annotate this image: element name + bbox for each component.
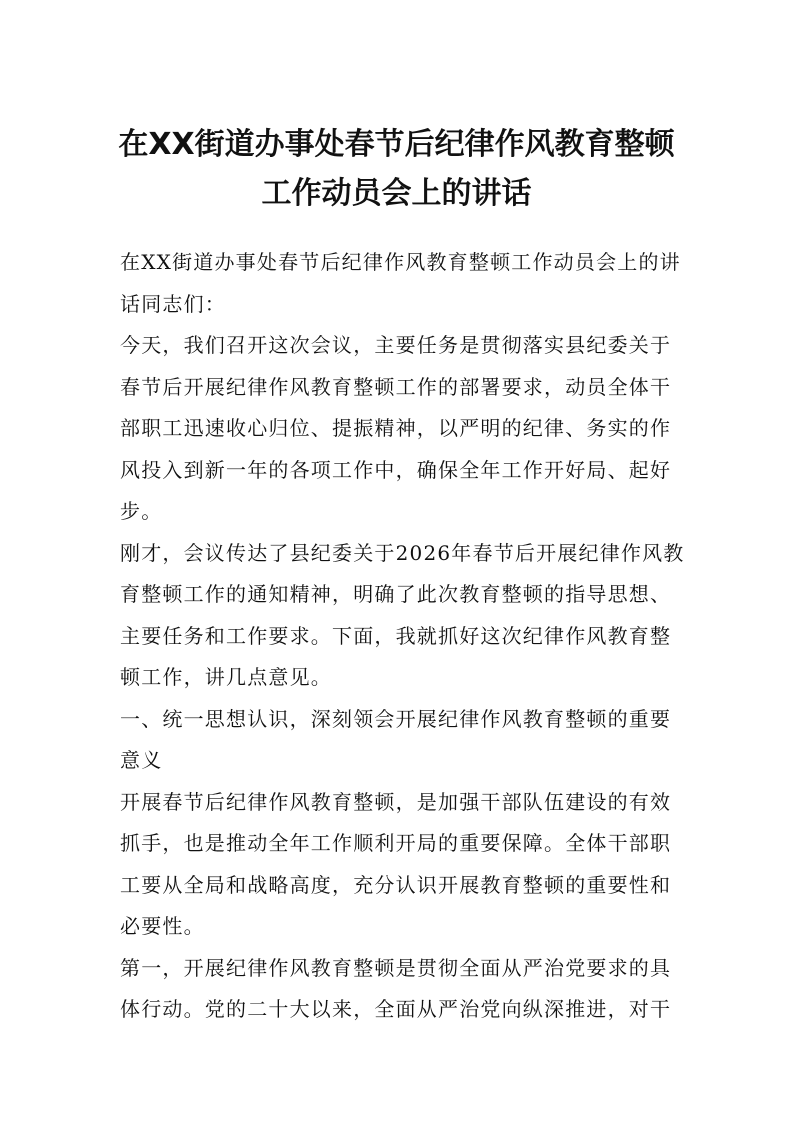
section-heading-1: 一、统一思想认识，深刻领会开展纪律作风教育整顿的重要意义 bbox=[120, 706, 672, 772]
document-title-line-1: 在XX街道办事处春节后纪律作风教育整顿 bbox=[118, 127, 675, 162]
paragraph-point-1: 第一，开展纪律作风教育整顿是贯彻全面从严治党要求的具体行动。党的二十大以来，全面从严治党向纵深推进，对干 bbox=[120, 955, 672, 1021]
paragraph-opening: 在XX街道办事处春节后纪律作风教育整顿工作动员会上的讲话同志们： bbox=[120, 250, 681, 316]
paragraph-notice: 刚才，会议传达了县纪委关于2026年春节后开展纪律作风教育整顿工作的通知精神，明确了此次教育整顿的指导思想、主要任务和工作要求。下面，我就抓好这次纪律作风教育整顿工作，讲几点意见。 bbox=[120, 540, 685, 689]
paragraph-purpose: 今天，我们召开这次会议，主要任务是贯彻落实县纪委关于春节后开展纪律作风教育整顿工作的部署要求，动员全体干部职工迅速收心归位、提振精神，以严明的纪律、务实的作风投入到新一年的各项工作中，确保全年工作开好局、起好步。 bbox=[120, 333, 672, 523]
document-title-line-2: 工作动员会上的讲话 bbox=[261, 176, 532, 211]
paragraph-significance: 开展春节后纪律作风教育整顿，是加强干部队伍建设的有效抓手，也是推动全年工作顺利开局的重要保障。全体干部职工要从全局和战略高度，充分认识开展教育整顿的重要性和必要性。 bbox=[120, 789, 672, 938]
document-body bbox=[120, 242, 692, 1031]
